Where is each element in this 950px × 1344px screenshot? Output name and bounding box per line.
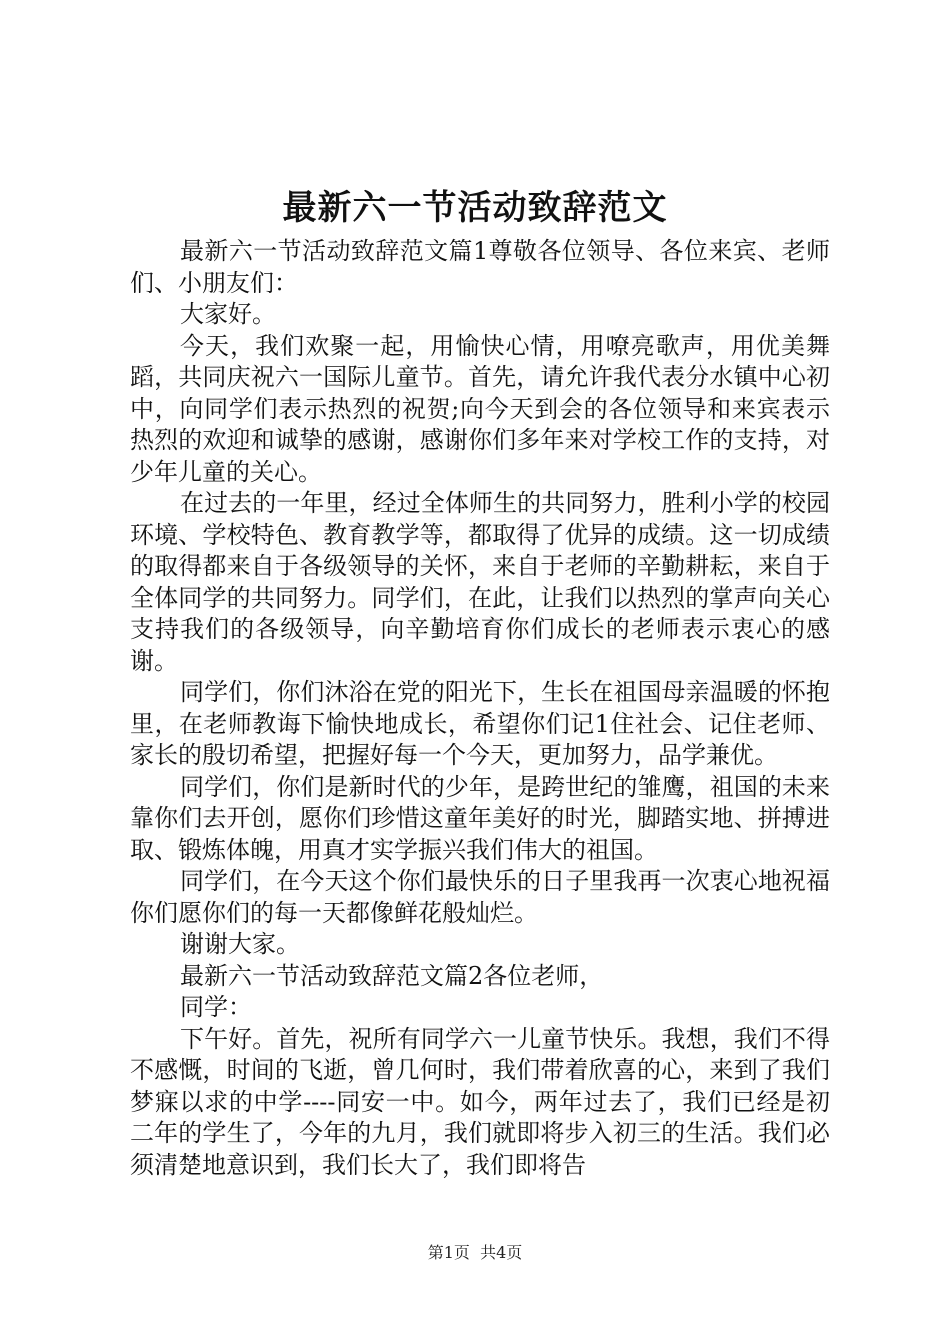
- page-number: 第1页 共4页: [427, 1243, 523, 1262]
- paragraph: 同学们，你们是新时代的少年，是跨世纪的雏鹰，祖国的未来靠你们去开创，愿你们珍惜这童年美好的时光，脚踏实地、拼搏进取、锻炼体魄，用真才实学振兴我们伟大的祖国。: [130, 772, 830, 864]
- paragraph: 大家好。: [180, 300, 276, 328]
- paragraph: 下午好。首先，祝所有同学六一儿童节快乐。我想，我们不得不感慨，时间的飞逝，曾几何时，我们带着欣喜的心，来到了我们梦寐以求的中学----同安一中。如今，两年过去了，我们已经是初二年的学生了，今年的九月，我们就即将步入初三的生活。我们必须清楚地意识到，我们长大了，我们即将告: [130, 1024, 830, 1179]
- paragraph: 最新六一节活动致辞范文篇2各位老师，: [180, 961, 604, 990]
- page-footer: [0, 1243, 950, 1263]
- paragraph: 同学们，你们沐浴在党的阳光下，生长在祖国母亲温暖的怀抱里，在老师教诲下愉快地成长，希望你们记1住社会、记住老师、家长的殷切希望，把握好每一个今天，更加努力，品学兼优。: [130, 678, 830, 769]
- paragraph: 同学们，在今天这个你们最快乐的日子里我再一次衷心地祝福你们愿你们的每一天都像鲜花般灿烂。: [130, 867, 830, 927]
- document-body: [130, 236, 830, 1181]
- paragraph: 在过去的一年里，经过全体师生的共同努力，胜利小学的校园环境、学校特色、教育教学等，都取得了优异的成绩。这一切成绩的取得都来自于各级领导的关怀，来自于老师的辛勤耕耘，来自于全体同学的共同努力。同学们，在此，让我们以热烈的掌声向关心支持我们的各级领导，向辛勤培育你们成长的老师表示衷心的感谢。: [130, 489, 830, 675]
- paragraph: 谢谢大家。: [180, 930, 300, 958]
- paragraph: 今天，我们欢聚一起，用愉快心情，用嘹亮歌声，用优美舞蹈，共同庆祝六一国际儿童节。首先，请允许我代表分水镇中心初中，向同学们表示热烈的祝贺;向今天到会的各位领导和来宾表示热烈的欢迎和诚挚的感谢，感谢你们多年来对学校工作的支持，对少年儿童的关心。: [130, 331, 830, 486]
- paragraph: 最新六一节活动致辞范文篇1尊敬各位领导、各位来宾、老师们、小朋友们：: [130, 237, 830, 297]
- document-title: 最新六一节活动致辞范文: [282, 188, 668, 228]
- paragraph: 同学：: [180, 993, 252, 1021]
